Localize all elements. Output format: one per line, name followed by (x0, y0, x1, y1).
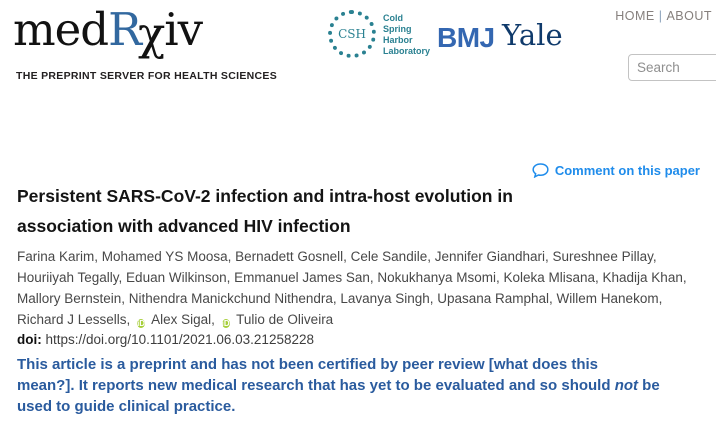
doi-row (17, 332, 314, 347)
disclaimer-text: be (638, 377, 660, 394)
author-line: Houriiyah Tegally, Eduan Wilkinson, Emmanuel James San, Nokukhanya Msomi, Koleka Mlisana, Khadija Khan, (17, 270, 687, 285)
medrxiv-logo-r: R (108, 3, 141, 56)
csh-dna-ring-icon (328, 10, 376, 58)
disclaimer-emphasis: not (614, 377, 639, 394)
cold-spring-harbor-logo (328, 10, 430, 58)
comment-on-paper-link[interactable] (532, 163, 700, 178)
medrxiv-logo[interactable] (13, 0, 202, 60)
author-name: Richard J Lessells, (17, 312, 131, 327)
preprint-disclaimer (17, 354, 677, 417)
medrxiv-logo-med: med (13, 3, 109, 56)
author-line: Mallory Bernstein, Nithendra Manickchund Nithendra, Lavanya Singh, Upasana Ramphal, Willem Hanekom, (17, 291, 663, 306)
top-nav (615, 9, 712, 23)
article-title: Persistent SARS-CoV-2 infection and intra-host evolution in association with advanced HIV infection (17, 186, 513, 236)
what-does-this-mean-link[interactable]: what does this (493, 356, 598, 373)
author-list (17, 246, 707, 334)
nav-home-link[interactable]: HOME (615, 9, 655, 23)
nav-separator: | (658, 9, 663, 23)
orcid-icon[interactable]: iD (137, 319, 146, 328)
author-name: Tulio de Oliveira (236, 312, 334, 327)
comment-link-label: Comment on this paper (554, 163, 700, 178)
csh-name (383, 10, 430, 57)
nav-about-link[interactable]: ABOUT (666, 9, 712, 23)
doi-label: doi: (17, 332, 42, 347)
medrxiv-logo-chi: χ (138, 7, 165, 60)
search-input[interactable] (628, 54, 716, 81)
disclaimer-line (17, 375, 677, 396)
disclaimer-text: ]. It reports new medical research that has yet to be evaluated and so should (65, 377, 615, 394)
medrxiv-logo-iv: iv (164, 3, 203, 56)
bmj-logo: BMJ (437, 22, 495, 53)
disclaimer-line: used to guide clinical practice. (17, 398, 236, 415)
speech-bubble-icon (532, 163, 549, 178)
doi-link[interactable]: https://doi.org/10.1101/2021.06.03.21258228 (45, 332, 314, 347)
csh-name-line: Laboratory (383, 46, 431, 56)
csh-name-line: Cold (383, 13, 403, 23)
disclaimer-line (17, 354, 677, 375)
csh-name-line: Spring (383, 24, 412, 34)
author-line (17, 309, 707, 334)
author-line: Farina Karim, Mohamed YS Moosa, Bernadett Gosnell, Cele Sandile, Jennifer Giandhari, Sureshnee Pillay, (17, 249, 657, 264)
csh-abbr: CSH (338, 27, 366, 41)
author-name: Alex Sigal, (151, 312, 215, 327)
yale-logo: Yale (502, 18, 563, 52)
orcid-icon[interactable]: iD (221, 319, 230, 328)
disclaimer-text: This article is a preprint and has not been certified by peer review [ (17, 356, 494, 373)
what-does-this-mean-link[interactable]: mean? (17, 377, 66, 394)
csh-name-line: Harbor (383, 35, 413, 45)
medrxiv-tagline: THE PREPRINT SERVER FOR HEALTH SCIENCES (16, 70, 278, 82)
